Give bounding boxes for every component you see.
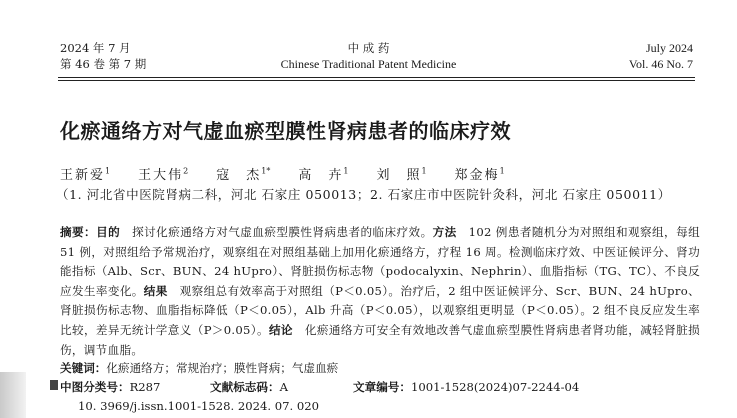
results-label: 结果: [143, 283, 168, 298]
doi: 10. 3969/j.issn.1001-1528. 2024. 07. 020: [78, 399, 320, 413]
conclusion-label: 结论: [268, 322, 293, 337]
author: 高 卉$^1$: [298, 166, 349, 183]
author: 王大伟$^2$: [138, 166, 189, 183]
author: 郑金梅$^1$: [454, 166, 505, 183]
scan-mark: [50, 380, 58, 390]
affiliations: （1. 河北省中医院肾病二科，河北 石家庄 050013；2. 石家庄市中医院针灸科，河北 石家庄 050011）: [56, 187, 671, 202]
header-rule-thin: [58, 80, 695, 81]
header-rule-thick: [58, 77, 695, 78]
results-text: 观察组总有效率高于对照组（P＜0.05）。治疗后，2 组中医证候评分、Scr、BUN、24 hUpro、肾脏损伤标志物、血脂指标降低（P＜0.05），Alb 升高（P＜0.05），以观察组更明显（P＜0.05）。2 组不良反应发生率比较，差异无统计学意义（P＞0.05）。: [60, 283, 700, 337]
author: 王新爱$^1$: [60, 166, 111, 183]
header-date-cn: 2024 年 7 月: [60, 41, 131, 55]
document-code: 文献标志码：A: [210, 380, 288, 394]
author-list: [60, 164, 533, 183]
journal-name-en: Chinese Traditional Patent Medicine: [280, 57, 457, 71]
keywords-label: 关键词：: [60, 361, 107, 375]
header-volume-en: Vol. 46 No. 7: [628, 57, 693, 71]
article-number: 文章编号：1001-1528(2024)07-2244-04: [353, 380, 580, 394]
journal-name-cn: 中 成 药: [347, 41, 390, 55]
author: 寇 杰$^{1*}$: [216, 166, 271, 183]
header-date-en: July 2024: [645, 41, 693, 55]
objective-text: 探讨化瘀通络方对气虚血瘀型膜性肾病患者的临床疗效。: [132, 225, 433, 239]
objective-label: 目的: [96, 225, 121, 239]
keywords-value: 化瘀通络方；常规治疗；膜性肾病；气虚血瘀: [106, 361, 339, 375]
methods-label: 方法: [432, 225, 457, 239]
header-journal: [0, 40, 737, 72]
page-shadow: [0, 372, 26, 418]
header-issue-en: [629, 40, 693, 72]
clc-number: 中图分类号：R287: [60, 380, 161, 394]
keywords: [60, 360, 338, 376]
author: 刘 照$^1$: [376, 166, 427, 183]
abstract: [60, 223, 700, 360]
methods-text: 102 例患者随机分为对照组和观察组，每组 51 例，对照组给予常规治疗，观察组在对照组基础上加用化瘀通络方，疗程 16 周。检测临床疗效、中医证候评分、肾功能指标（Alb、Scr、BUN、24 hUpro）、肾脏损伤标志物（podocalyxin、Nephrin）、血脂指标（TG、TC）、不良反应发生率变化。: [60, 225, 700, 298]
abstract-label: 摘要：: [60, 225, 97, 239]
paper-title: 化瘀通络方对气虚血瘀型膜性肾病患者的临床疗效: [60, 119, 511, 143]
conclusion-text: 化瘀通络方可安全有效地改善气虚血瘀型膜性肾病患者肾功能，减轻肾脏损伤，调节血脂。: [60, 322, 700, 357]
header-volume-cn: 第 46 卷 第 7 期: [60, 57, 147, 71]
